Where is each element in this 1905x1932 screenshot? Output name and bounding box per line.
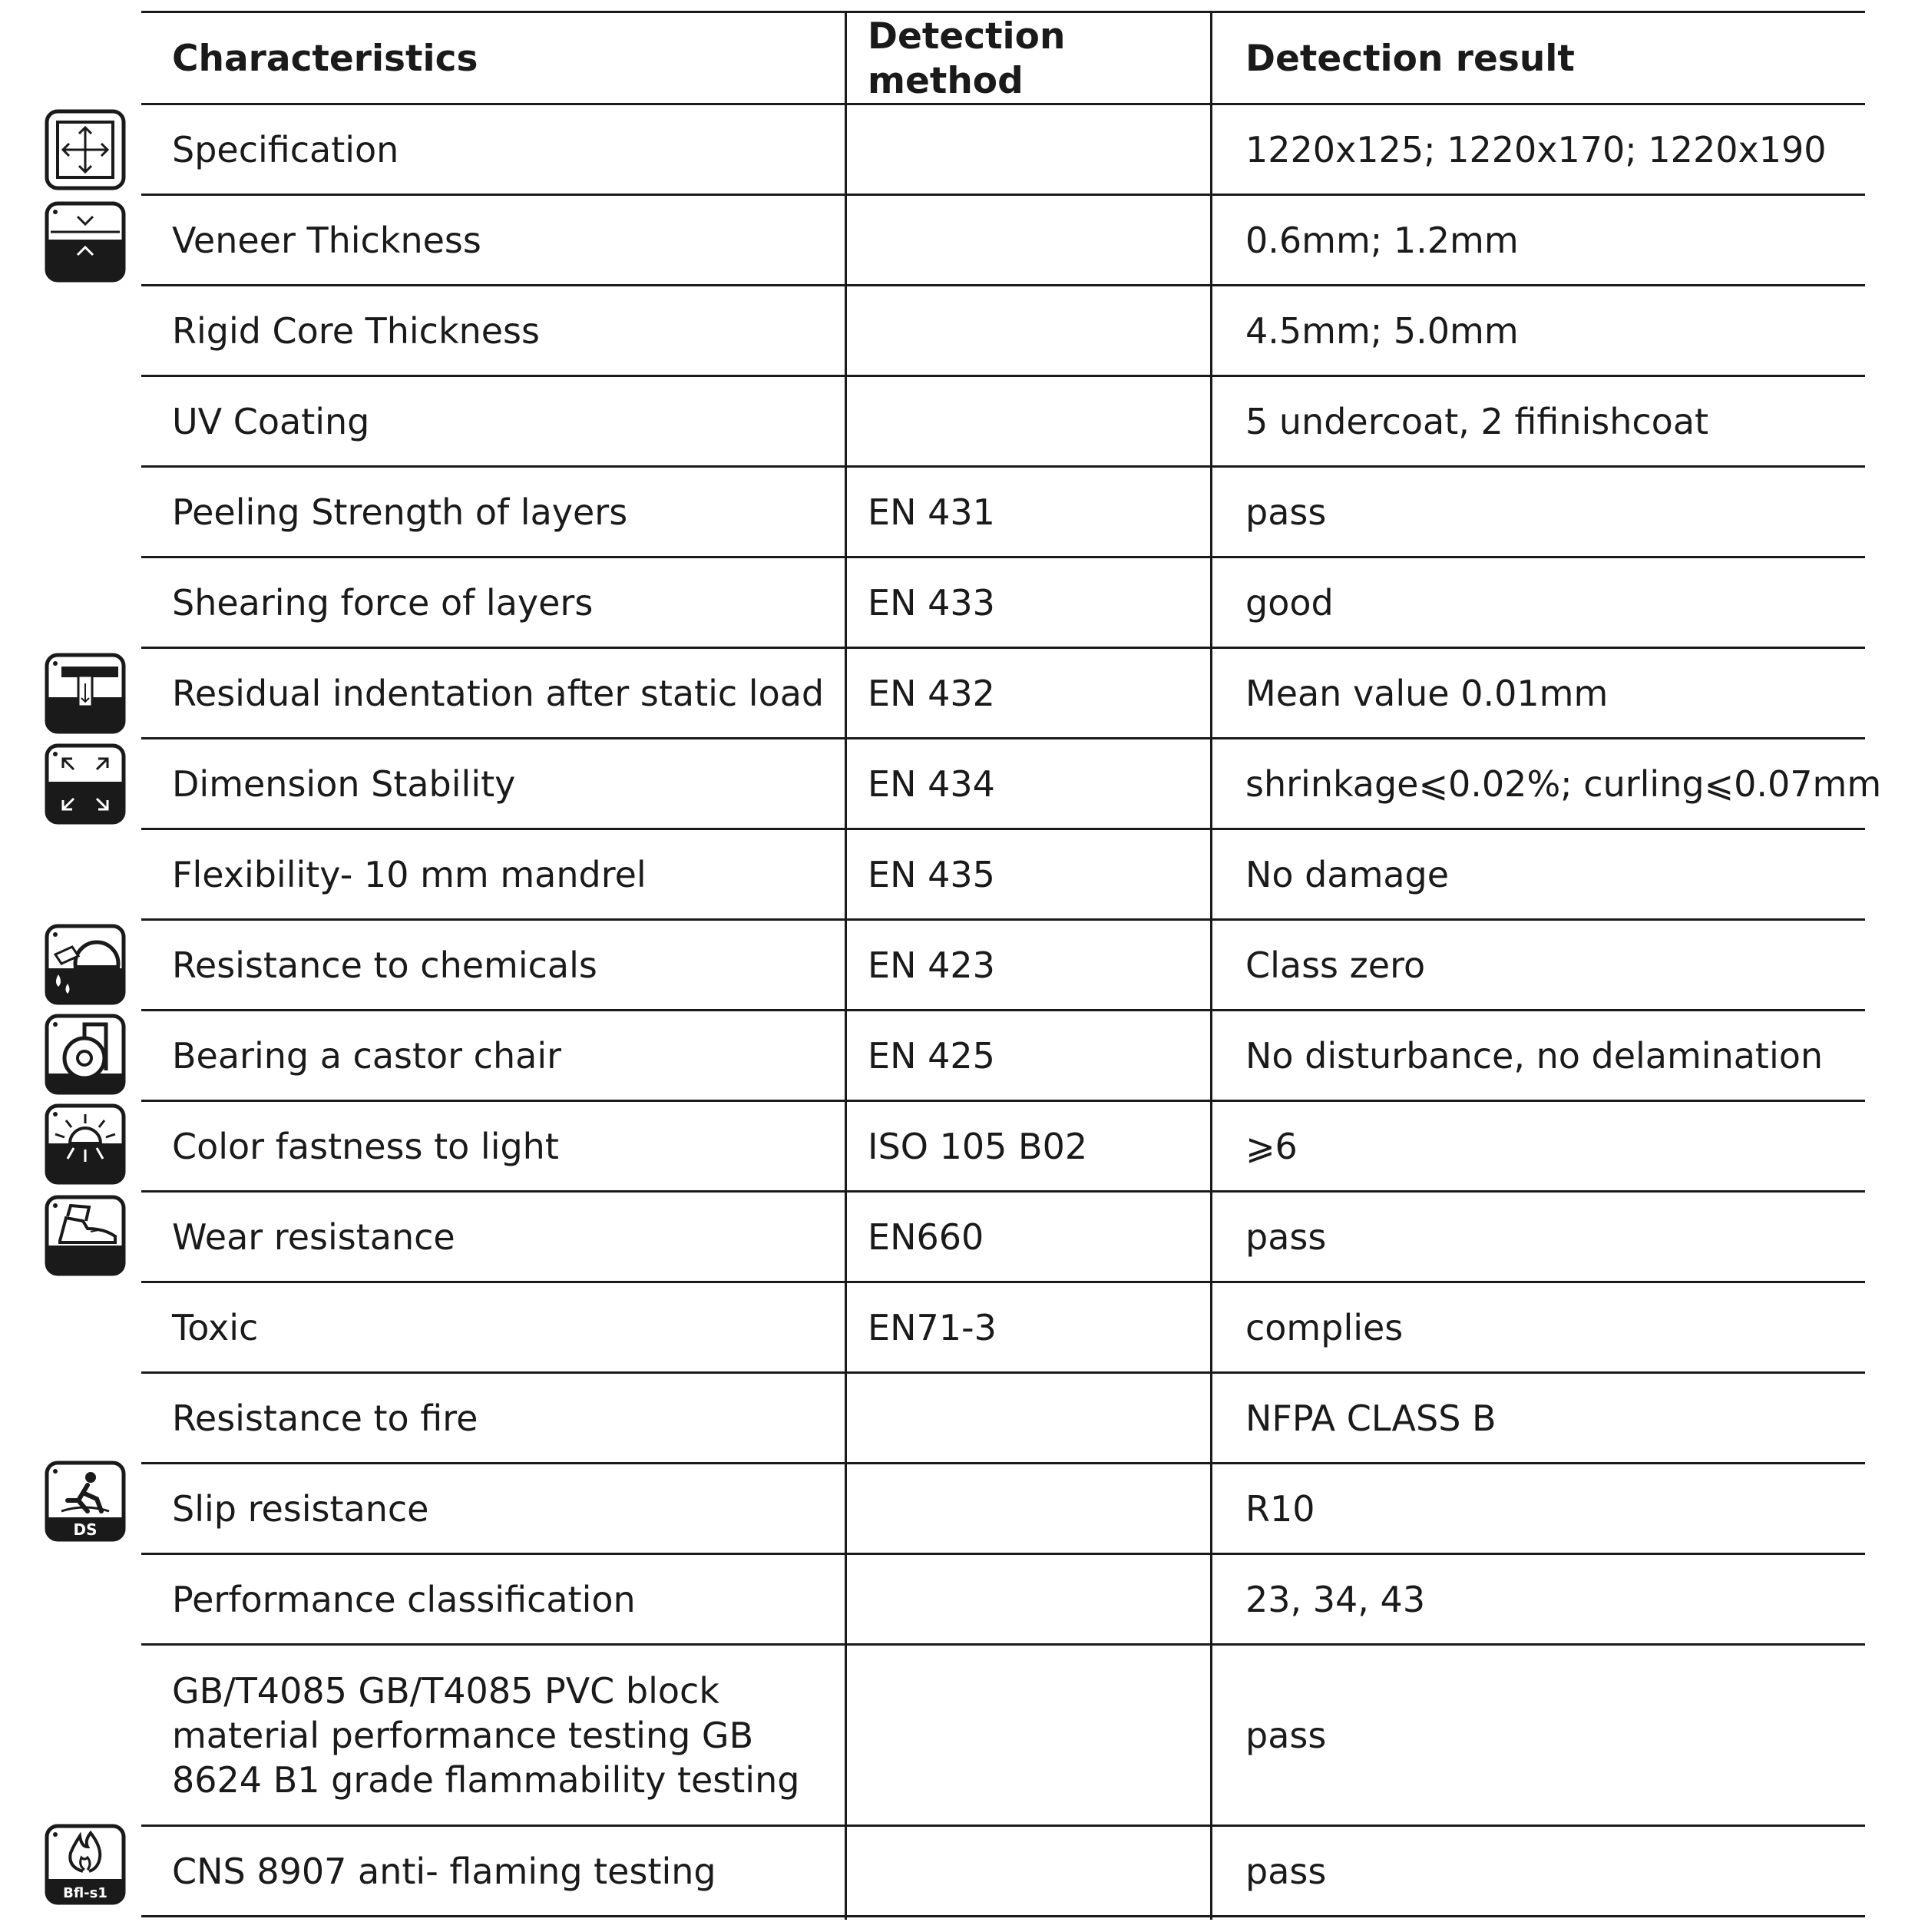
detection-method-cell	[868, 1646, 1206, 1824]
static-load-icon	[45, 653, 126, 734]
detection-method-cell: EN 423	[868, 944, 995, 986]
characteristic-cell: Specification	[172, 128, 399, 170]
detection-result-cell: ⩾6	[1245, 1125, 1298, 1167]
detection-result-cell: 4.5mm; 5.0mm	[1245, 309, 1519, 352]
detection-result-cell: R10	[1245, 1487, 1315, 1530]
characteristic-cell: Rigid Core Thickness	[172, 309, 540, 352]
detection-result-cell: NFPA CLASS B	[1245, 1397, 1497, 1439]
detection-method-cell: EN 432	[868, 672, 995, 714]
slip-resistance-icon	[45, 1461, 126, 1542]
detection-result-cell: good	[1245, 581, 1334, 624]
detection-method-cell: EN71-3	[868, 1306, 997, 1348]
detection-method-cell	[868, 105, 1206, 194]
fire-icon-label: Bfl-s1	[63, 1885, 107, 1901]
detection-method-cell: EN 425	[868, 1034, 995, 1077]
characteristic-cell: Resistance to fire	[172, 1397, 478, 1439]
characteristic-cell: Residual indentation after static load	[172, 672, 825, 714]
dimension-stability-icon	[45, 743, 126, 825]
detection-method-cell	[868, 1464, 1206, 1553]
table-bottom-border	[141, 1915, 1865, 1917]
detection-method-cell	[868, 377, 1206, 465]
detection-method-cell: ISO 105 B02	[868, 1125, 1088, 1167]
characteristic-cell: Flexibility- 10 mm mandrel	[172, 853, 647, 895]
characteristic-cell: Color fastness to light	[172, 1125, 559, 1167]
characteristic-cell: Bearing a castor chair	[172, 1034, 562, 1077]
detection-method-cell	[868, 1555, 1206, 1643]
detection-result-cell: 23, 34, 43	[1245, 1578, 1426, 1620]
detection-result-cell: complies	[1245, 1306, 1404, 1348]
detection-result-cell: Mean value 0.01mm	[1245, 672, 1609, 714]
detection-method-cell: EN 433	[868, 581, 995, 624]
table-top-border	[141, 11, 1865, 13]
characteristic-cell: Slip resistance	[172, 1487, 429, 1530]
detection-method-cell: EN 435	[868, 853, 995, 895]
detection-result-cell: pass	[1245, 491, 1327, 533]
detection-result-cell: Class zero	[1245, 944, 1426, 986]
detection-result-cell: 1220x125; 1220x170; 1220x190	[1245, 128, 1827, 170]
detection-method-cell	[868, 196, 1206, 284]
thickness-icon	[45, 201, 126, 283]
characteristic-cell: Veneer Thickness	[172, 219, 481, 261]
header-detection-method: Detection method	[868, 15, 1066, 102]
characteristic-cell: Toxic	[172, 1306, 259, 1348]
detection-result-cell: 5 undercoat, 2 fifinishcoat	[1245, 400, 1709, 442]
slip-icon-label: DS	[73, 1520, 98, 1539]
characteristic-cell: Resistance to chemicals	[172, 944, 597, 986]
detection-result-cell: pass	[1245, 1850, 1327, 1892]
detection-result-cell: pass	[1245, 1216, 1327, 1258]
characteristic-cell: CNS 8907 anti- flaming testing	[172, 1850, 716, 1892]
chemicals-icon	[45, 924, 126, 1005]
detection-result-cell: No damage	[1245, 853, 1450, 895]
characteristic-cell: Shearing force of layers	[172, 581, 594, 624]
wear-icon	[45, 1195, 126, 1276]
characteristic-cell: Performance classification	[172, 1578, 636, 1620]
castor-chair-icon	[45, 1014, 126, 1095]
detection-method-cell	[868, 286, 1206, 375]
characteristic-cell: Wear resistance	[172, 1216, 455, 1258]
detection-method-cell: EN660	[868, 1216, 984, 1258]
detection-method-cell: EN 431	[868, 491, 995, 533]
dimensions-icon	[45, 109, 126, 190]
header-detection-result: Detection result	[1245, 38, 1575, 80]
detection-result-cell: 0.6mm; 1.2mm	[1245, 219, 1519, 261]
characteristic-cell: GB/T4085 GB/T4085 PVC block material performance testing GB 8624 B1 grade flammability testing	[172, 1669, 800, 1801]
detection-result-cell: No disturbance, no delamination	[1245, 1034, 1824, 1077]
detection-method-cell	[868, 1374, 1206, 1462]
column-divider	[1210, 11, 1212, 1920]
characteristic-cell: UV Coating	[172, 400, 370, 442]
light-fastness-icon	[45, 1103, 126, 1185]
detection-method-cell	[868, 1827, 1206, 1915]
characteristic-cell: Peeling Strength of layers	[172, 491, 628, 533]
fire-rating-icon	[45, 1824, 126, 1905]
detection-result-cell: pass	[1245, 1714, 1327, 1756]
header-characteristics: Characteristics	[172, 38, 478, 80]
characteristic-cell: Dimension Stability	[172, 763, 516, 805]
detection-result-cell: shrinkage⩽0.02%; curling⩽0.07mm	[1245, 763, 1882, 805]
detection-method-cell: EN 434	[868, 763, 995, 805]
